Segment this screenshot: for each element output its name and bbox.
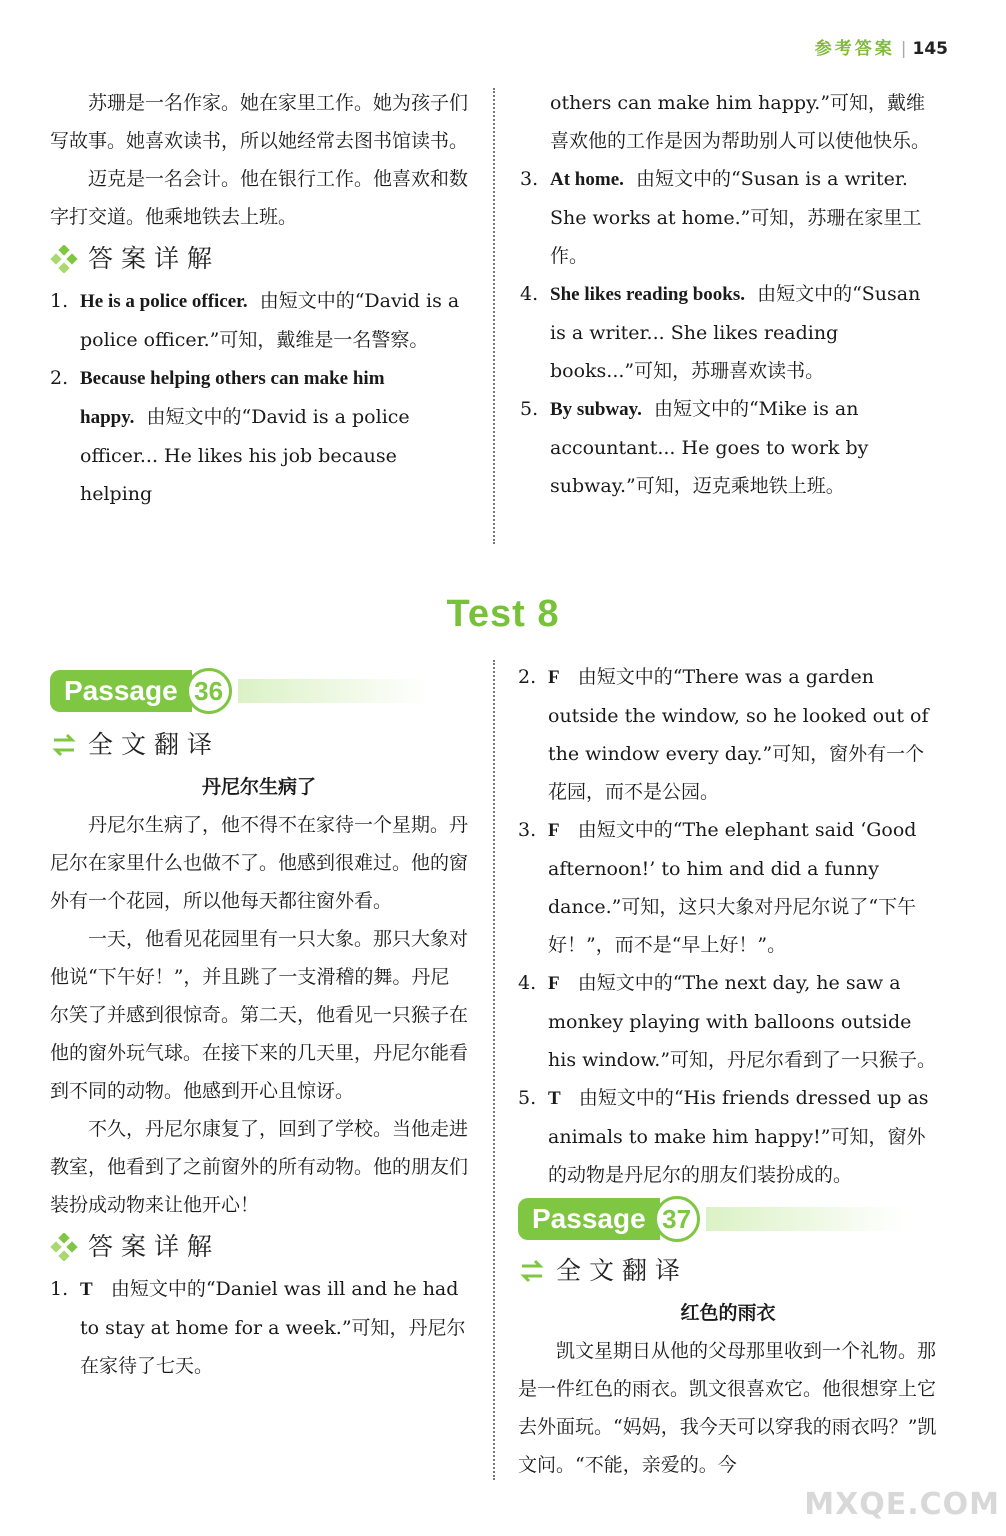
page-number: 145: [912, 39, 948, 59]
passage-36-badge: [50, 668, 428, 714]
item-answer: He is a police officer.: [80, 291, 248, 312]
passage-number: 37: [654, 1196, 700, 1242]
story-paragraph: 丹尼尔生病了，他不得不在家待一个星期。丹尼尔在家里什么也做不了。他感到很难过。他的窗外有一个花园，所以他每天都往窗外看。: [50, 814, 469, 912]
passage-37-column: [518, 1248, 938, 1484]
item-answer: T: [80, 1279, 93, 1300]
passage-label: Passage: [50, 670, 192, 712]
item-number: 5.: [520, 398, 539, 420]
item-answer: F: [548, 667, 560, 688]
page-header: [815, 34, 948, 59]
item-answer: T: [548, 1088, 561, 1109]
story-paragraph: 凯文星期日从他的父母那里收到一个礼物。那是一件红色的雨衣。凯文很喜欢它。他很想穿上它去外面玩。“妈妈，我今天可以穿我的雨衣吗？”凯文问。“不能，亲爱的。今: [518, 1340, 937, 1476]
section-label: 参考答案: [814, 39, 895, 59]
diamond-cluster-icon: [50, 1233, 78, 1261]
answer-item: [520, 275, 938, 390]
answer-item: [520, 390, 938, 505]
item-explanation: 由短文中的“There was a garden outside the window, so he looked out of the window every day.”可知，窗外有一个花园，而不是公园。: [548, 666, 929, 803]
susan-paragraph: 苏珊是一名作家。她在家里工作。她为孩子们写故事。她喜欢读书，所以她经常去图书馆读书。: [50, 92, 469, 152]
top-right-column: [520, 84, 938, 505]
top-left-column: [50, 84, 470, 513]
item-number: 3.: [520, 168, 539, 190]
answer-item: [518, 964, 938, 1079]
badge-highlight: [238, 679, 428, 703]
answer-item: [50, 359, 470, 513]
answer-item: [518, 658, 938, 811]
item-number: 2.: [518, 666, 537, 688]
mike-paragraph: 迈克是一名会计。他在银行工作。他喜欢和数字打交道。他乘地铁去上班。: [50, 168, 469, 228]
item-number: 3.: [518, 819, 537, 841]
item-answer: F: [548, 973, 560, 994]
diamond-cluster-icon: [50, 245, 78, 273]
answers-section-title: 答案详解: [88, 244, 221, 273]
item-explanation: 由短文中的“The next day, he saw a monkey playing with balloons outside his window.”可知，丹尼尔看到了一只猴子。: [548, 972, 937, 1071]
translation-section-heading: [50, 724, 468, 766]
item-number: 4.: [520, 283, 539, 305]
column-divider-top: [493, 88, 495, 544]
story-title: 红色的雨衣: [680, 1302, 776, 1324]
passage-number: 36: [186, 668, 232, 714]
item-explanation: 由短文中的“Susan is a writer. She works at home.”可知，苏珊在家里工作。: [550, 168, 922, 267]
answers-section-heading: [50, 1226, 468, 1268]
swap-arrows-icon: [518, 1257, 546, 1285]
answer-item: [518, 1079, 938, 1194]
answer-item: [50, 1270, 468, 1385]
bottom-right-column: [518, 658, 938, 1194]
item-number: 2.: [50, 367, 69, 389]
answer-item: [518, 811, 938, 964]
answer-item: [520, 160, 938, 275]
translation-title: 全文翻译: [556, 1256, 689, 1285]
column-divider-bottom: [493, 660, 495, 1480]
translation-title: 全文翻译: [88, 730, 221, 759]
item-explanation: 由短文中的“David is a police officer.”可知，戴维是一名警察。: [80, 290, 460, 351]
test-title: Test 8: [446, 593, 560, 635]
item-explanation: 由短文中的“David is a police officer... He likes his job because helping: [80, 406, 410, 505]
answers-section-title: 答案详解: [88, 1232, 221, 1261]
item-answer: At home.: [550, 169, 624, 190]
continuation-text: others can make him happy.”可知，戴维喜欢他的工作是因为帮助别人可以使他快乐。: [550, 92, 931, 152]
item-number: 1.: [50, 290, 69, 312]
story-paragraph: 不久，丹尼尔康复了，回到了学校。当他走进教室，他看到了之前窗外的所有动物。他的朋友们装扮成动物来让他开心！: [50, 1118, 469, 1216]
item-number: 5.: [518, 1087, 537, 1109]
item-explanation: 由短文中的“Mike is an accountant... He goes to work by subway.”可知，迈克乘地铁上班。: [550, 398, 869, 497]
item-answer: Because helping others can make him happy.: [80, 368, 385, 428]
header-divider: |: [900, 39, 907, 59]
answers-section-heading: [50, 238, 470, 280]
item-answer: By subway.: [550, 399, 642, 420]
item-explanation: 由短文中的“The elephant said ‘Good afternoon!’ to him and did a funny dance.”可知，这只大象对丹尼尔说了“下午好！”，而不是“早上好！”。: [548, 819, 917, 956]
watermark: MXQE.COM: [804, 1487, 1000, 1522]
bottom-left-column: [50, 722, 468, 1385]
item-number: 1.: [50, 1278, 69, 1300]
swap-arrows-icon: [50, 731, 78, 759]
badge-highlight: [706, 1207, 906, 1231]
item-explanation: 由短文中的“His friends dressed up as animals to make him happy!”可知，窗外的动物是丹尼尔的朋友们装扮成的。: [548, 1087, 929, 1186]
answer-item: [50, 282, 470, 359]
passage-37-badge: [518, 1196, 906, 1242]
story-title: 丹尼尔生病了: [201, 776, 316, 798]
item-explanation: 由短文中的“Susan is a writer... She likes reading books...”可知，苏珊喜欢读书。: [550, 283, 921, 382]
item-answer: She likes reading books.: [550, 284, 745, 305]
item-answer: F: [548, 820, 560, 841]
translation-section-heading: [518, 1250, 938, 1292]
passage-label: Passage: [518, 1198, 660, 1240]
item-number: 4.: [518, 972, 537, 994]
story-paragraph: 一天，他看见花园里有一只大象。那只大象对他说“下午好！”，并且跳了一支滑稽的舞。丹尼尔笑了并感到很惊奇。第二天，他看见一只猴子在他的窗外玩气球。在接下来的几天里，丹尼尔能看到不同的动物。他感到开心且惊讶。: [50, 928, 469, 1102]
item-explanation: 由短文中的“Daniel was ill and he had to stay at home for a week.”可知，丹尼尔在家待了七天。: [80, 1278, 466, 1377]
